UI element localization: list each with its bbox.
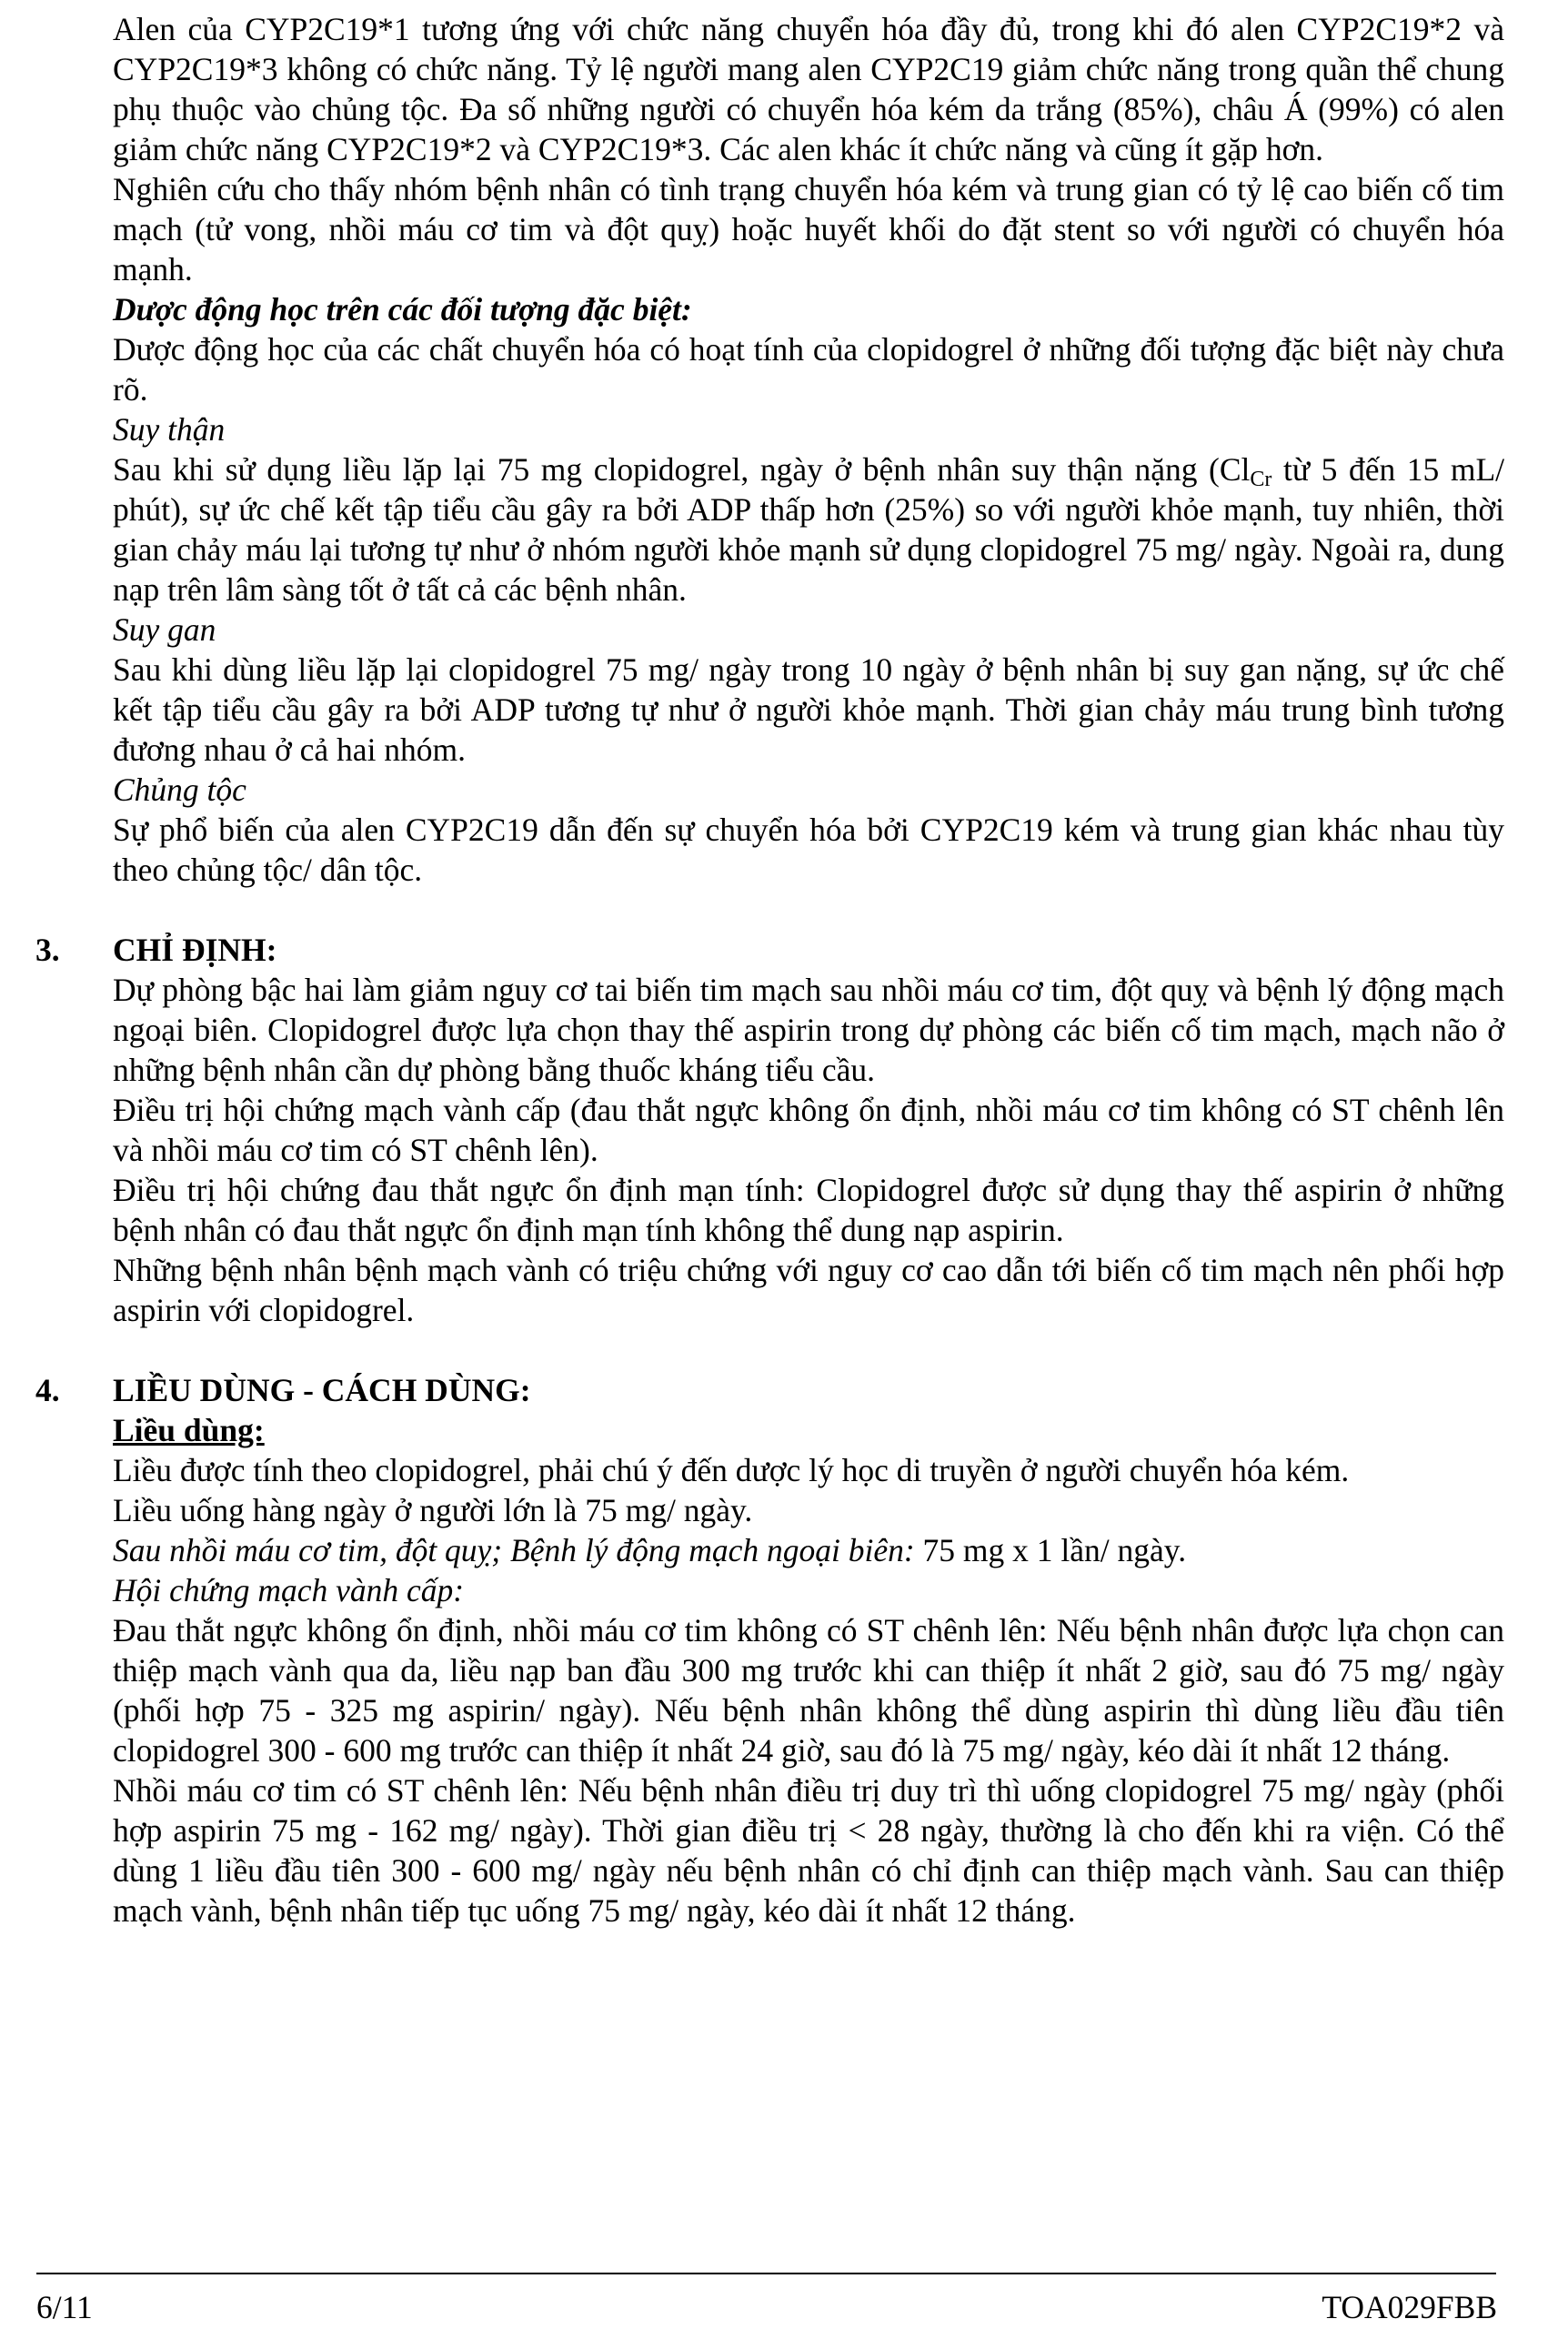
section-dosage <box>35 1370 1504 1931</box>
paragraph-poor-metabolizer-study: Nghiên cứu cho thấy nhóm bệnh nhân có tình trạng chuyển hóa kém và trung gian có tỷ lệ cao biến cố tim mạch (tử vong, nhồi máu cơ tim và đột quỵ) hoặc huyết khối do đặt stent so với người có chuyển hóa mạnh. <box>113 171 1504 287</box>
paragraph-indication-2: Điều trị hội chứng mạch vành cấp (đau thắt ngực không ổn định, nhồi máu cơ tim không có ST chênh lên và nhồi máu cơ tim có ST chênh lên). <box>113 1092 1504 1168</box>
paragraph-dosage-2: Liều uống hàng ngày ở người lớn là 75 mg/ ngày. <box>113 1492 753 1528</box>
dosage-3-italic: Sau nhồi máu cơ tim, đột quỵ; Bệnh lý động mạch ngoại biên: <box>113 1532 915 1568</box>
spacer <box>113 1330 1504 1370</box>
paragraph-indication-1: Dự phòng bậc hai làm giảm nguy cơ tai biến tim mạch sau nhồi máu cơ tim, đột quỵ và bệnh lý động mạch ngoại biên. Clopidogrel được lựa chọn thay thế aspirin trong dự phòng các biến cố tim mạch, mạch não ở những bệnh nhân cần dự phòng bằng thuốc kháng tiểu cầu. <box>113 972 1504 1088</box>
paragraph-cyp2c19-alleles: Alen của CYP2C19*1 tương ứng với chức năng chuyển hóa đầy đủ, trong khi đó alen CYP2C19*2 và CYP2C19*3 không có chức năng. Tỷ lệ người mang alen CYP2C19 giảm chức năng trong quần thể chung phụ thuộc vào chủng tộc. Đa số những người có chuyển hóa kém da trắng (85%), châu Á (99%) có alen giảm chức năng CYP2C19*2 và CYP2C19*3. Các alen khác ít chức năng và cũng ít gặp hơn. <box>113 11 1504 167</box>
heading-race: Chủng tộc <box>113 771 246 808</box>
section-number: 4. <box>35 1372 60 1408</box>
paragraph-indication-3: Điều trị hội chứng đau thắt ngực ổn định mạn tính: Clopidogrel được sử dụng thay thế aspirin ở những bệnh nhân có đau thắt ngực ổn định mạn tính không thể dung nạp aspirin. <box>113 1172 1504 1248</box>
footer-divider <box>36 2273 1496 2274</box>
heading-dosage <box>113 1410 1504 1450</box>
paragraph-hepatic-impairment: Sau khi dùng liều lặp lại clopidogrel 75 mg/ ngày trong 10 ngày ở bệnh nhân bị suy gan nặng, sự ức chế kết tập tiểu cầu gây ra bởi ADP tương tự như ở người khỏe mạnh. Thời gian chảy máu trung bình tương đương nhau ở cả hai nhóm. <box>113 651 1504 768</box>
heading-acute-coronary-syndrome: Hội chứng mạch vành cấp: <box>113 1572 465 1608</box>
section-indications <box>35 930 1504 1330</box>
paragraph-race: Sự phổ biến của alen CYP2C19 dẫn đến sự chuyển hóa bởi CYP2C19 kém và trung gian khác nhau tùy theo chủng tộc/ dân tộc. <box>113 812 1504 888</box>
spacer <box>113 890 1504 930</box>
renal-subscript: Cr <box>1250 468 1272 491</box>
renal-text-a: Sau khi sử dụng liều lặp lại 75 mg clopidogrel, ngày ở bệnh nhân suy thận nặng (Cl <box>113 451 1251 488</box>
page-content <box>35 9 1504 1931</box>
paragraph-special-populations: Dược động học của các chất chuyển hóa có hoạt tính của clopidogrel ở những đối tượng đặc biệt này chưa rõ. <box>113 331 1504 408</box>
section-title: CHỈ ĐỊNH: <box>113 932 277 968</box>
paragraph-renal-impairment <box>113 449 1504 610</box>
dosage-heading-text: Liều dùng: <box>113 1412 265 1448</box>
section-title: LIỀU DÙNG - CÁCH DÙNG: <box>113 1372 531 1408</box>
dosage-3-rest: 75 mg x 1 lần/ ngày. <box>914 1532 1187 1568</box>
heading-renal-impairment: Suy thận <box>113 411 226 448</box>
heading-hepatic-impairment: Suy gan <box>113 611 216 648</box>
paragraph-indication-4: Những bệnh nhân bệnh mạch vành có triệu chứng với nguy cơ cao dẫn tới biến cố tim mạch nên phối hợp aspirin với clopidogrel. <box>113 1252 1504 1328</box>
page-number: 6/11 <box>36 2289 93 2325</box>
renal-text-b: từ 5 đến 15 mL/ phút), sự ức chế kết tập tiểu cầu gây ra bởi ADP thấp hơn (25%) so với người khỏe mạnh, tuy nhiên, thời gian chảy máu lại tương tự như ở nhóm người khỏe mạnh sử dụng clopidogrel 75 mg/ ngày. Ngoài ra, dung nạp trên lâm sàng tốt ở tất cả các bệnh nhân. <box>113 451 1504 608</box>
document-code: TOA029FBB <box>1322 2289 1497 2325</box>
paragraph-dosage-4: Đau thắt ngực không ổn định, nhồi máu cơ tim không có ST chênh lên: Nếu bệnh nhân được lựa chọn can thiệp mạch vành qua da, liều nạp ban đầu 300 mg trước khi can thiệp ít nhất 2 giờ, sau đó 75 mg/ ngày (phối hợp 75 - 325 mg aspirin/ ngày). Nếu bệnh nhân không thể dùng aspirin thì dùng liều đầu tiên clopidogrel 300 - 600 mg trước can thiệp ít nhất 24 giờ, sau đó là 75 mg/ ngày, kéo dài ít nhất 12 tháng. <box>113 1612 1504 1769</box>
paragraph-dosage-1: Liều được tính theo clopidogrel, phải chú ý đến dược lý học di truyền ở người chuyển hóa kém. <box>113 1452 1350 1488</box>
paragraph-dosage-3 <box>113 1530 1504 1570</box>
paragraph-dosage-5: Nhồi máu cơ tim có ST chênh lên: Nếu bệnh nhân điều trị duy trì thì uống clopidogrel 75 mg/ ngày (phối hợp aspirin 75 mg - 162 mg/ ngày). Thời gian điều trị < 28 ngày, thường là cho đến khi ra viện. Có thể dùng 1 liều đầu tiên 300 - 600 mg/ ngày nếu bệnh nhân có chỉ định can thiệp mạch vành. Sau can thiệp mạch vành, bệnh nhân tiếp tục uống 75 mg/ ngày, kéo dài ít nhất 12 tháng. <box>113 1772 1504 1929</box>
heading-special-populations: Dược động học trên các đối tượng đặc biệt: <box>113 291 692 328</box>
section-number: 3. <box>35 932 60 968</box>
